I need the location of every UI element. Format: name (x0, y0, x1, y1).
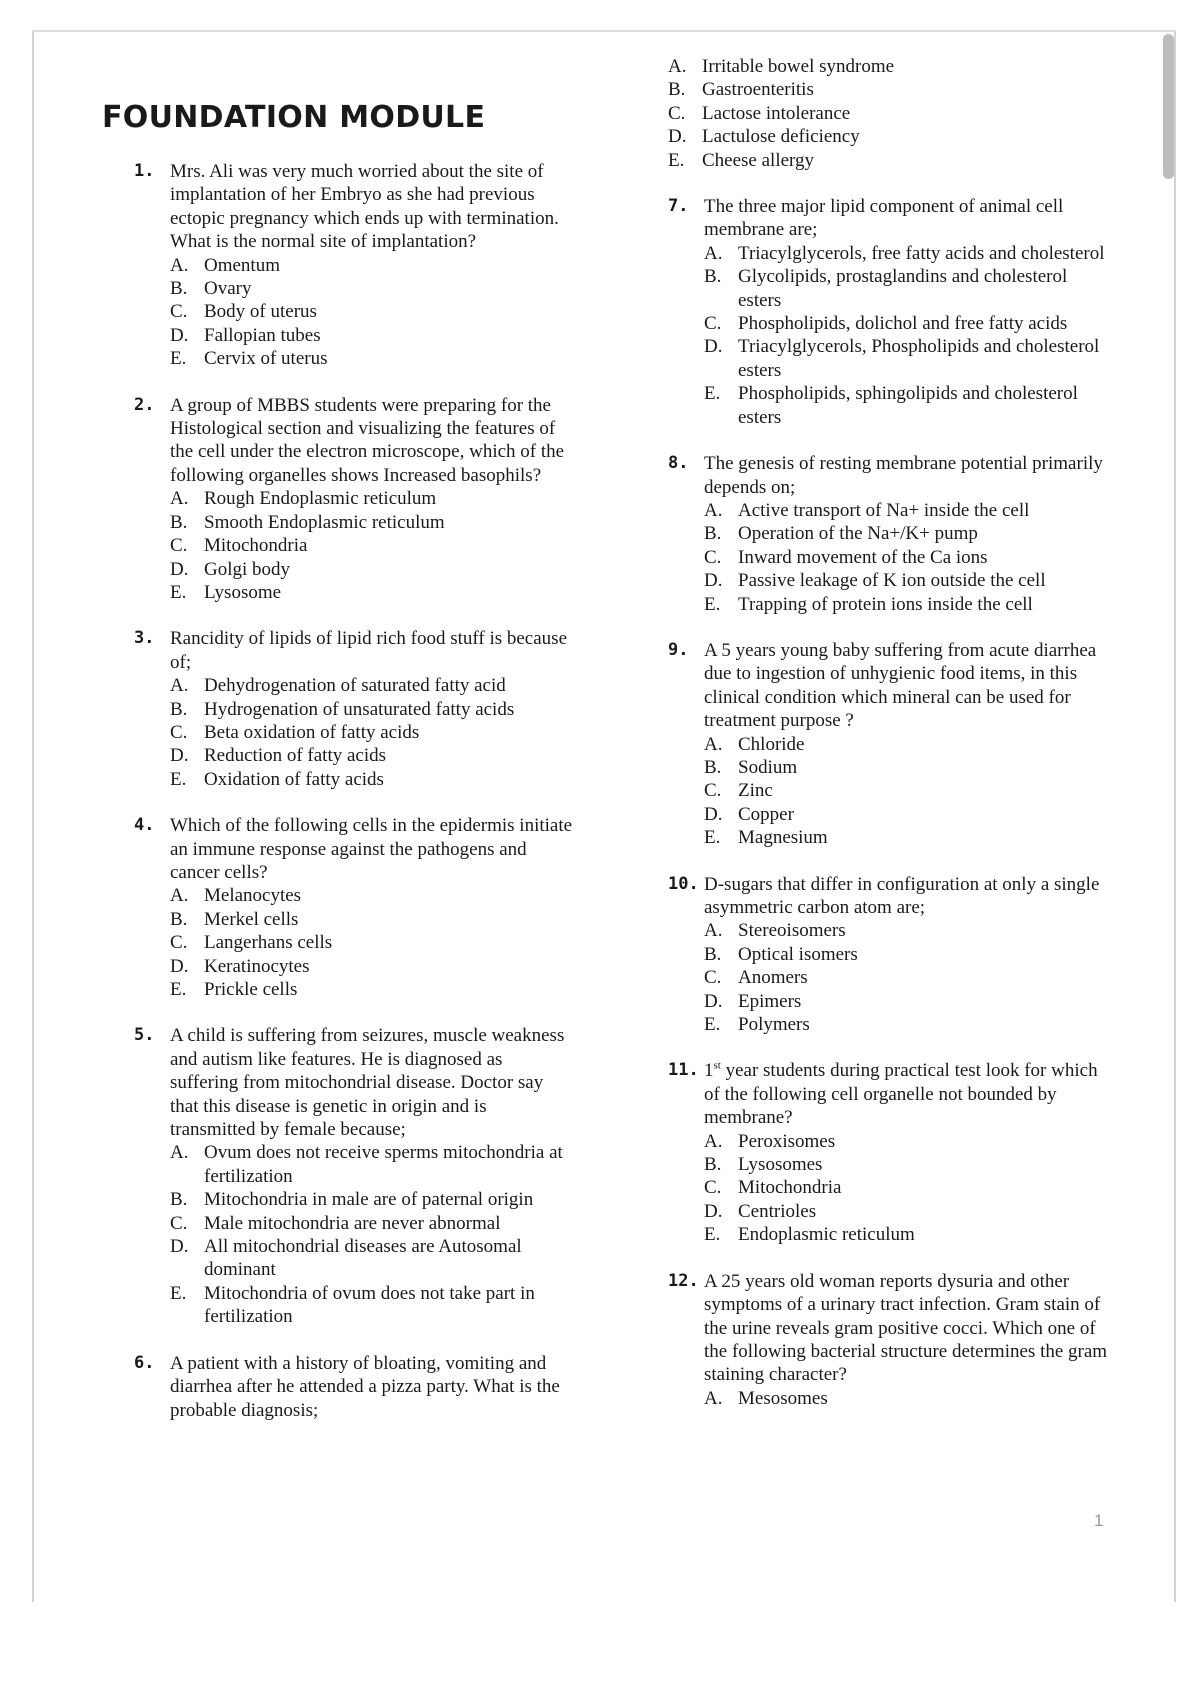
option-list (704, 919, 1108, 1036)
question-text: A patient with a history of bloating, vomiting and diarrhea after he attended a pizza party. What is the probable diagnosis; (170, 1352, 560, 1421)
option: E. Mitochondria of ovum does not take part in fertilization (170, 1282, 535, 1328)
question-number: 4. (134, 815, 155, 836)
question-number: 6. (134, 1352, 155, 1373)
option: B. Ovary (170, 278, 252, 300)
left-column (134, 160, 574, 1445)
question-text: The genesis of resting membrane potential primarily depends on; (704, 453, 1103, 498)
vertical-scrollbar-thumb[interactable] (1163, 34, 1174, 179)
question-number: 7. (668, 196, 689, 217)
question-text: D-sugars that differ in configuration at only a single asymmetric carbon atom are; (704, 873, 1100, 918)
option: A. Active transport of Na+ inside the cell (704, 499, 1030, 521)
option: D. Passive leakage of K ion outside the cell (704, 570, 1046, 592)
option: A. Mesosomes (704, 1387, 828, 1409)
question-6 (134, 1352, 574, 1422)
option: E. Lysosome (170, 581, 282, 603)
option: A. Triacylglycerols, free fatty acids and cholesterol (704, 242, 1105, 264)
option: A. Melanocytes (170, 885, 302, 907)
option: E. Prickle cells (170, 979, 298, 1000)
option: E. Cervix of uterus (170, 348, 328, 370)
option: A. Chloride (704, 733, 805, 755)
option: D. All mitochondrial diseases are Autosomal dominant (170, 1236, 522, 1281)
question-text: A group of MBBS students were preparing for the Histological section and visualizing the features of the cell under the electron microscope, which of the following organelles shows Increased basophils? (170, 394, 565, 486)
question-text: A 5 years young baby suffering from acute diarrhea due to ingestion of unhygienic food items, in this clinical condition which mineral can be used for treatment purpose ? (704, 639, 1097, 732)
option: B. Gastroenteritis (668, 79, 814, 101)
question-number: 10. (668, 873, 699, 894)
option: D. Keratinocytes (170, 955, 310, 977)
option: A. Irritable bowel syndrome (668, 56, 895, 77)
option: E. Magnesium (704, 827, 828, 849)
option: C. Beta oxidation of fatty acids (170, 721, 420, 743)
option: B. Mitochondria in male are of paternal origin (170, 1189, 534, 1211)
option: B. Operation of the Na+/K+ pump (704, 523, 978, 545)
option: A. Stereoisomers (704, 920, 846, 942)
question-number: 8. (668, 453, 689, 474)
option-list (170, 254, 574, 371)
question-text: Mrs. Ali was very much worried about the site of implantation of her Embryo as she had previous ectopic pregnancy which ends up with termination. What is the normal site of implantation? (170, 161, 559, 253)
option: C. Inward movement of the Ca ions (704, 546, 988, 568)
question-11 (668, 1059, 1108, 1246)
question-number: 12. (668, 1270, 699, 1291)
option: C. Male mitochondria are never abnormal (170, 1212, 501, 1234)
option: B. Optical isomers (704, 943, 858, 965)
option: B. Glycolipids, prostaglandins and cholesterol esters (704, 266, 1068, 311)
right-column (668, 55, 1108, 1433)
option-list (170, 487, 574, 604)
option: B. Sodium (704, 756, 798, 778)
question-number: 1. (134, 161, 155, 181)
option: D. Centrioles (704, 1200, 817, 1222)
option: E. Trapping of protein ions inside the cell (704, 593, 1033, 615)
option: E. Endoplasmic reticulum (704, 1224, 915, 1246)
question-10 (668, 873, 1108, 1037)
question-text: The three major lipid component of animal cell membrane are; (704, 196, 1064, 241)
option: B. Smooth Endoplasmic reticulum (170, 511, 445, 533)
page-number: 1 (1094, 1511, 1104, 1530)
option: B. Lysosomes (704, 1154, 823, 1176)
question-1 (134, 160, 574, 371)
question-8 (668, 452, 1108, 616)
option: A. Rough Endoplasmic reticulum (170, 488, 437, 510)
question-text: 1st year students during practical test look for which of the following cell organelle not bounded by membrane? (704, 1060, 1098, 1129)
option-list (704, 242, 1108, 429)
option: D. Golgi body (170, 558, 291, 580)
option: D. Lactulose deficiency (668, 126, 860, 148)
option: C. Mitochondria (170, 535, 308, 557)
option: C. Zinc (704, 780, 773, 802)
page-title: FOUNDATION MODULE (102, 100, 486, 135)
option: D. Epimers (704, 990, 802, 1012)
question-text: A child is suffering from seizures, muscle weakness and autism like features. He is diagnosed as suffering from mitochondrial disease. Doctor say that this disease is genetic in origin and is transmitted by female because; (170, 1025, 565, 1141)
option: E. Phospholipids, sphingolipids and cholesterol esters (704, 383, 1078, 428)
option-list (704, 733, 1108, 850)
option: B. Merkel cells (170, 908, 299, 930)
option-list (170, 884, 574, 1001)
option: E. Cheese allergy (668, 149, 815, 171)
question-number: 11. (668, 1060, 699, 1081)
question-number: 9. (668, 639, 689, 660)
option: E. Oxidation of fatty acids (170, 768, 384, 790)
question-5 (134, 1024, 574, 1328)
option-list (704, 1130, 1108, 1247)
option-list (170, 674, 574, 791)
option: C. Mitochondria (704, 1177, 842, 1199)
continued-option-list (668, 55, 1108, 172)
option: A. Peroxisomes (704, 1130, 836, 1152)
question-4 (134, 814, 574, 1001)
option-list (170, 1141, 574, 1328)
question-text: Which of the following cells in the epidermis initiate an immune response against the pathogens and cancer cells? (170, 815, 573, 883)
question-12 (668, 1270, 1108, 1410)
option: C. Body of uterus (170, 301, 317, 323)
option-list (704, 1387, 1108, 1410)
option: C. Phospholipids, dolichol and free fatty acids (704, 313, 1068, 335)
option: B. Hydrogenation of unsaturated fatty acids (170, 698, 515, 720)
question-2 (134, 394, 574, 605)
option: A. Ovum does not receive sperms mitochondria at fertilization (170, 1142, 563, 1187)
option: D. Reduction of fatty acids (170, 745, 387, 767)
question-7 (668, 195, 1108, 429)
option: D. Fallopian tubes (170, 324, 321, 346)
option: C. Lactose intolerance (668, 102, 851, 124)
option: A. Dehydrogenation of saturated fatty acid (170, 675, 506, 697)
question-number: 3. (134, 628, 155, 649)
option: C. Langerhans cells (170, 932, 333, 954)
question-text: A 25 years old woman reports dysuria and other symptoms of a urinary tract infection. Gram stain of the urine reveals gram positive cocci. Which one of the following bacterial structure determines the gram staining character? (704, 1270, 1108, 1386)
option: D. Copper (704, 803, 794, 825)
question-text: Rancidity of lipids of lipid rich food stuff is because of; (170, 628, 567, 673)
question-9 (668, 639, 1108, 850)
option: D. Triacylglycerols, Phospholipids and cholesterol esters (704, 336, 1100, 381)
option: C. Anomers (704, 967, 808, 989)
option-list (704, 499, 1108, 616)
option: A. Omentum (170, 254, 280, 276)
question-number: 5. (134, 1025, 155, 1046)
option: E. Polymers (704, 1014, 810, 1036)
question-3 (134, 627, 574, 791)
question-number: 2. (134, 394, 155, 415)
